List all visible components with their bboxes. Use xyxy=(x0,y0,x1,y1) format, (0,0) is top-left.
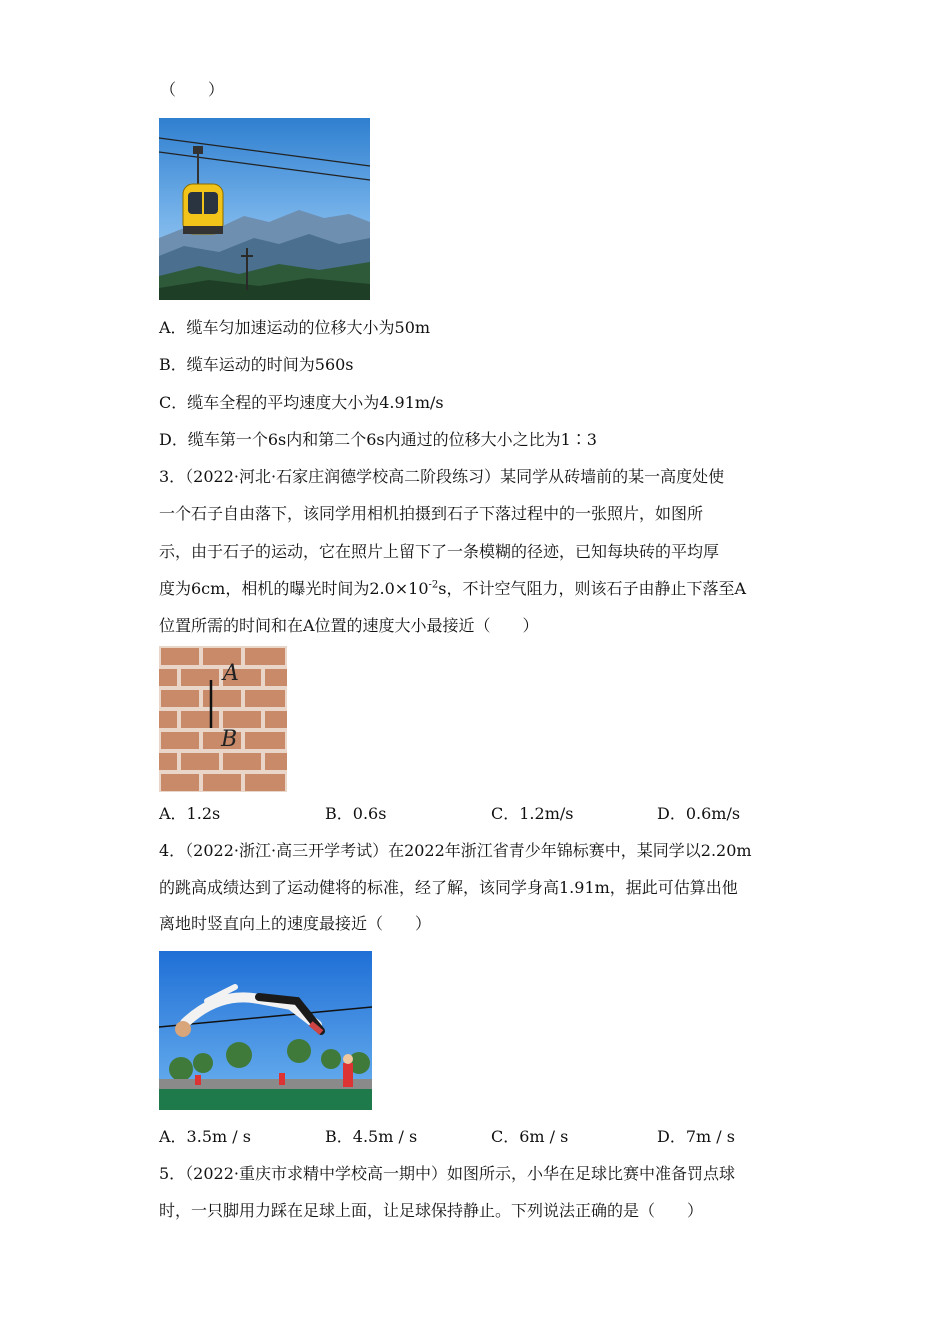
brick-wall-illustration xyxy=(159,646,287,792)
option-a: A．3.5m / s xyxy=(159,1127,251,1146)
option-d: D．缆车第一个6s内和第二个6s内通过的位移大小之比为1∶3 xyxy=(159,430,597,449)
option-c: C．1.2m/s xyxy=(491,804,574,823)
cable-car-illustration xyxy=(159,118,370,300)
option-b: B．0.6s xyxy=(325,804,387,823)
question-4-line: 离地时竖直向上的速度最接近（ ） xyxy=(159,914,432,933)
option-d: D．7m / s xyxy=(657,1127,735,1146)
text-fragment: s，不计空气阻力，则该石子由静止下落至A xyxy=(438,579,747,598)
question-3-line: 示，由于石子的运动，它在照片上留下了一条模糊的径迹，已知每块砖的平均厚 xyxy=(159,542,720,561)
options-row xyxy=(159,1126,839,1148)
question-4-line: 4．（2022·浙江·高三开学考试）在2022年浙江省青少年锦标赛中，某同学以2.20m xyxy=(159,841,752,860)
question-4-line: 的跳高成绩达到了运动健将的标准，经了解，该同学身高1.91m，据此可估算出他 xyxy=(159,878,738,897)
question-5-line: 5．（2022·重庆市求精中学校高一期中）如图所示，小华在足球比赛中准备罚点球 xyxy=(159,1164,735,1183)
option-b: B．缆车运动的时间为560s xyxy=(159,355,354,374)
question-paren: （ ） xyxy=(160,80,225,99)
question-3-line: 3．（2022·河北·石家庄润德学校高二阶段练习）某同学从砖墙前的某一高度处使 xyxy=(159,467,725,486)
options-row xyxy=(159,803,839,825)
option-a: A．1.2s xyxy=(159,804,221,823)
option-d: D．0.6m/s xyxy=(657,804,741,823)
question-3-line: 位置所需的时间和在A位置的速度大小最接近（ ） xyxy=(159,616,539,635)
label-b: B xyxy=(221,727,238,752)
exponent: -2 xyxy=(428,579,439,591)
question-3-line: 一个石子自由落下，该同学用相机拍摄到石子下落过程中的一张照片，如图所 xyxy=(159,504,704,523)
question-5-line: 时，一只脚用力踩在足球上面，让足球保持静止。下列说法正确的是（ ） xyxy=(159,1201,704,1220)
high-jump-illustration xyxy=(159,951,372,1110)
cable-car-photo xyxy=(159,118,370,300)
label-a: A xyxy=(223,661,239,686)
brick-wall-photo xyxy=(159,646,287,792)
text-fragment: 度为6cm，相机的曝光时间为2.0×10 xyxy=(159,579,429,598)
option-c: C．6m / s xyxy=(491,1127,569,1146)
high-jump-photo xyxy=(159,951,372,1110)
option-c: C．缆车全程的平均速度大小为4.91m/s xyxy=(159,393,444,412)
option-b: B．4.5m / s xyxy=(325,1127,418,1146)
option-a: A．缆车匀加速运动的位移大小为50m xyxy=(159,318,431,337)
question-3-line xyxy=(159,578,746,600)
